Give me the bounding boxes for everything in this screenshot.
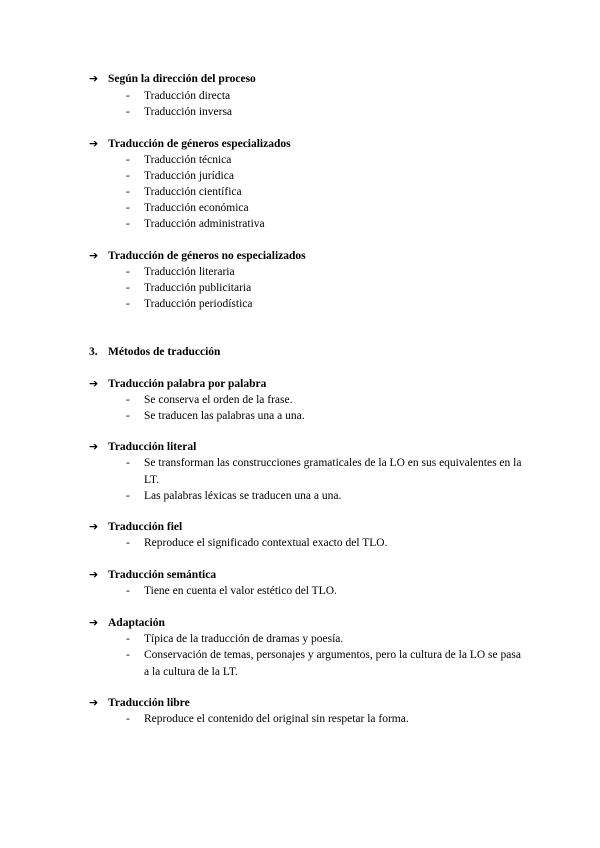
dash-bullet: - xyxy=(126,154,130,166)
heading-libre: ➔ Traducción libre xyxy=(89,696,190,709)
dash-bullet: - xyxy=(126,90,130,102)
arrow-icon: ➔ xyxy=(89,520,99,533)
list-item: Traducción científica xyxy=(144,186,242,198)
dash-bullet: - xyxy=(126,713,130,725)
list-item: Traducción directa xyxy=(144,90,231,102)
list-item: Se traducen las palabras una a una. xyxy=(144,410,305,422)
list-item: Típica de la traducción de dramas y poesía. xyxy=(144,633,344,645)
list-item: Traducción literaria xyxy=(144,266,235,278)
dash-bullet: - xyxy=(126,490,130,502)
list-item: Traducción periodística xyxy=(144,298,253,310)
list-item: Se conserva el orden de la frase. xyxy=(144,394,293,406)
list-item: Traducción administrativa xyxy=(144,218,265,230)
dash-bullet: - xyxy=(126,649,130,661)
dash-bullet: - xyxy=(126,170,130,182)
heading-palabra-por-palabra: ➔ Traducción palabra por palabra xyxy=(89,377,267,390)
dash-bullet: - xyxy=(126,282,130,294)
dash-bullet: - xyxy=(126,202,130,214)
arrow-icon: ➔ xyxy=(89,440,99,453)
dash-bullet: - xyxy=(126,106,130,118)
heading-generos-no-especializados: ➔ Traducción de géneros no especializados xyxy=(89,249,306,262)
dash-bullet: - xyxy=(126,218,130,230)
list-item: Traducción jurídica xyxy=(144,170,234,182)
arrow-icon: ➔ xyxy=(89,568,99,581)
list-item: Traducción inversa xyxy=(144,106,233,118)
list-item: Reproduce el significado contextual exacto del TLO. xyxy=(144,537,388,549)
arrow-icon: ➔ xyxy=(89,696,99,709)
section-number: 3. xyxy=(89,346,98,358)
section-title: 3. Métodos de traducción xyxy=(89,346,221,358)
arrow-icon: ➔ xyxy=(89,72,99,85)
dash-bullet: - xyxy=(126,585,130,597)
heading-adaptacion: ➔ Adaptación xyxy=(89,616,165,629)
dash-bullet: - xyxy=(126,394,130,406)
arrow-icon: ➔ xyxy=(89,137,99,150)
heading-literal: ➔ Traducción literal xyxy=(89,440,197,453)
dash-bullet: - xyxy=(126,457,130,469)
dash-bullet: - xyxy=(126,266,130,278)
arrow-icon: ➔ xyxy=(89,616,99,629)
arrow-icon: ➔ xyxy=(89,377,99,390)
dash-bullet: - xyxy=(126,537,130,549)
list-item: Traducción técnica xyxy=(144,154,232,166)
heading-fiel: ➔ Traducción fiel xyxy=(89,520,183,533)
list-item: Las palabras léxicas se traducen una a una. xyxy=(144,490,342,502)
list-item: Conservación de temas, personajes y argumentos, pero la cultura de la LO se pasa a la cultura de la LT. xyxy=(144,649,521,678)
dash-bullet: - xyxy=(126,633,130,645)
heading-segun-direccion: ➔ Según la dirección del proceso xyxy=(89,72,256,85)
list-item: Se transforman las construcciones gramaticales de la LO en sus equivalentes en la LT. xyxy=(144,457,522,486)
dash-bullet: - xyxy=(126,186,130,198)
dash-bullet: - xyxy=(126,410,130,422)
dash-bullet: - xyxy=(126,298,130,310)
list-item: Reproduce el contenido del original sin respetar la forma. xyxy=(144,713,409,725)
heading-generos-especializados: ➔ Traducción de géneros especializados xyxy=(89,137,291,150)
list-item: Tiene en cuenta el valor estético del TLO. xyxy=(144,585,337,597)
arrow-icon: ➔ xyxy=(89,249,99,262)
heading-semantica: ➔ Traducción semántica xyxy=(89,568,217,581)
list-item: Traducción económica xyxy=(144,202,249,214)
list-item: Traducción publicitaria xyxy=(144,282,252,294)
